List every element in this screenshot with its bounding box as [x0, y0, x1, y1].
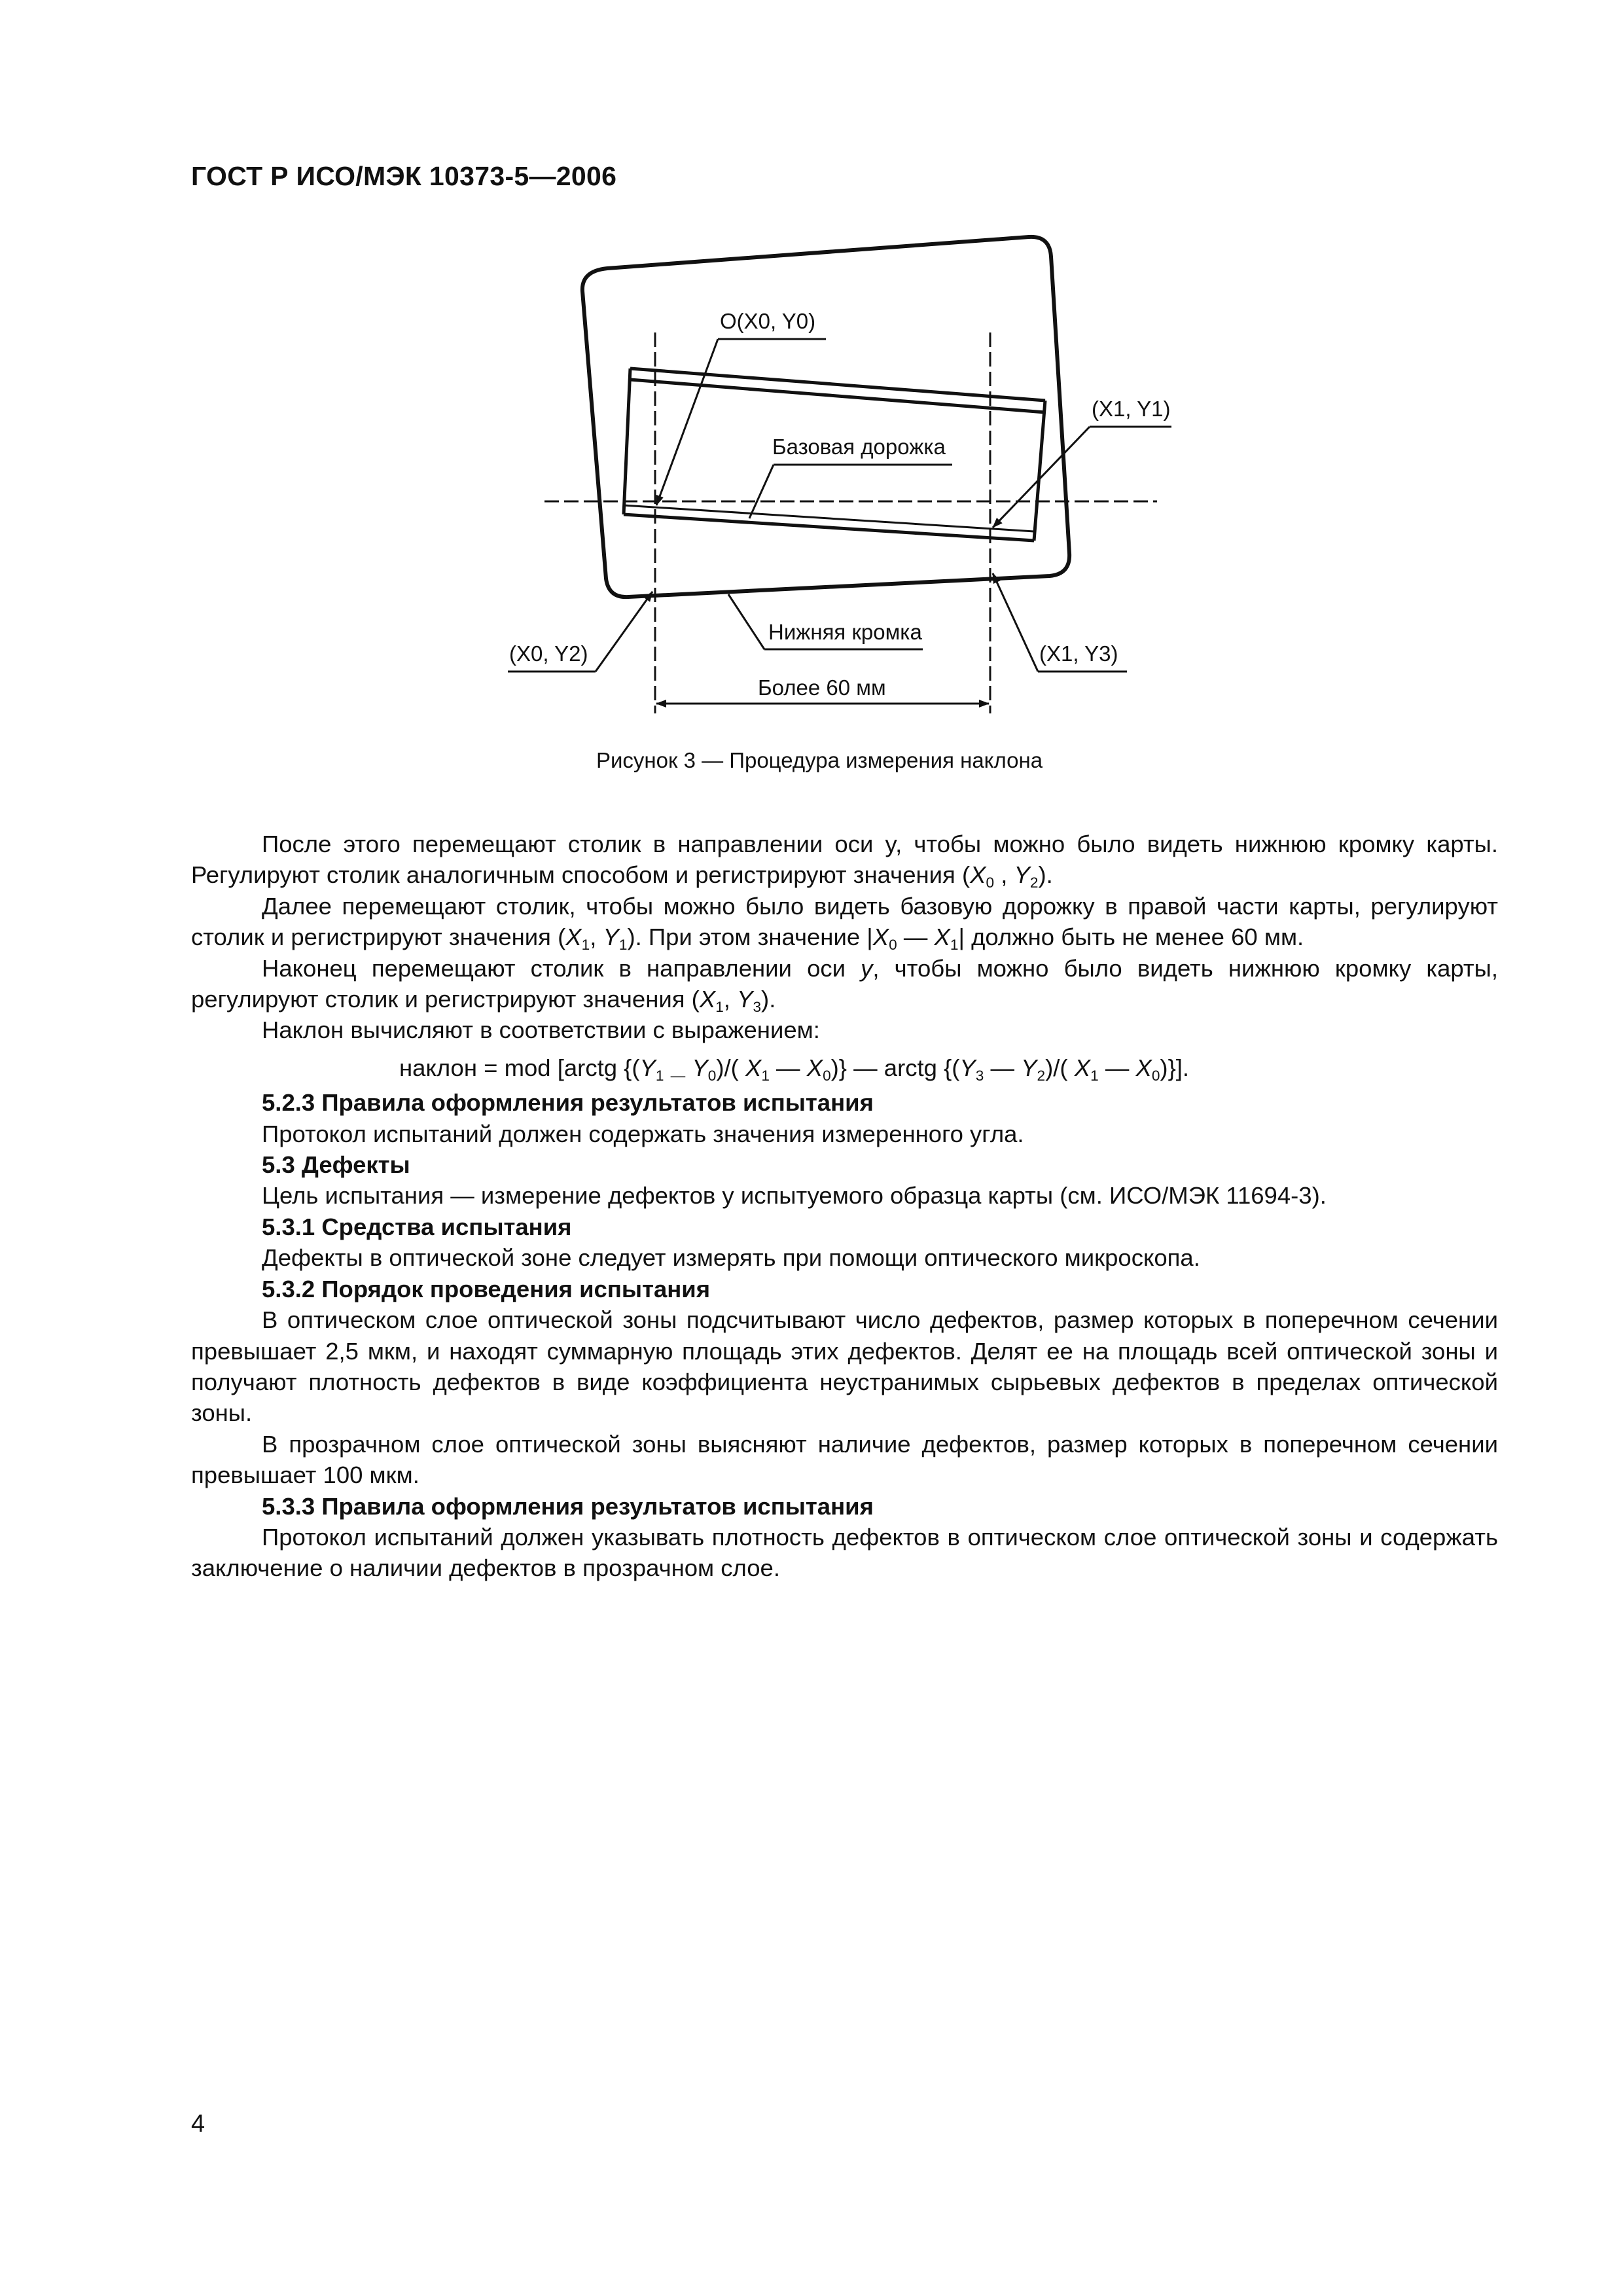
page-number: 4	[191, 2110, 205, 2138]
label-bottom-edge: Нижняя кромка	[768, 620, 922, 644]
paragraph: Наконец перемещают столик в направлении оси y, чтобы можно было видеть нижнюю кромку карты, регулируют столик и регистрируют значения ($X_1$, $Y_3$).	[191, 954, 1498, 1015]
figure-caption: Рисунок 3 — Процедура измерения наклона	[596, 748, 1043, 772]
label-base-track: Базовая дорожка	[772, 435, 946, 459]
body-text	[191, 829, 1498, 1584]
section-heading: 5.3 Дефекты	[262, 1151, 410, 1179]
section-heading: 5.3.2 Порядок проведения испытания	[262, 1275, 711, 1302]
paragraph: Далее перемещают столик, чтобы можно было видеть базовую дорожку в правой части карты, регулируют столик и регистрируют значения ($X_1$, $Y_1$). При этом значение $|X_0$ — $X_1|$ должно быть не менее 60 мм.	[191, 892, 1498, 953]
label-distance: Более 60 мм	[758, 675, 886, 700]
label-origin: O(X0, Y0)	[720, 309, 816, 333]
section-heading: 5.2.3 Правила оформления результатов испытания	[262, 1089, 874, 1117]
paragraph: В прозрачном слое оптической зоны выясняют наличие дефектов, размер которых в поперечном сечении превышает 100 мкм.	[191, 1430, 1498, 1489]
paragraph: После этого перемещают столик в направлении оси y, чтобы можно было видеть нижнюю кромку карты. Регулируют столик аналогичным способом и регистрируют значения ($X_0$ , $Y_2$).	[191, 831, 1498, 891]
paragraph: В оптическом слое оптической зоны подсчитывают число дефектов, размер которых в поперечном сечении превышает 2,5 мкм, и находят суммарную площадь этих дефектов. Делят ее на площадь всей оптической зоны и получают плотность дефектов в виде коэффициента неустранимых сырьевых дефектов в пределах оптической зоны.	[191, 1306, 1498, 1427]
document-header: ГОСТ Р ИСО/МЭК 10373-5—2006	[191, 161, 617, 191]
label-x1-y3: (X1, Y3)	[1039, 641, 1118, 666]
paragraph: Цель испытания — измерение дефектов у испытуемого образца карты (см. ИСО/МЭК 11694-3).	[262, 1182, 1327, 1210]
tilt-formula: наклон = mod [arctg {($Y_1$ $_—$ $Y_0)/$( $X_1$ — $X_0$)} — arctg {($Y_3$ — $Y_2)/$( $X_1$ — $X_0$)}].	[399, 1054, 1190, 1084]
paragraph: Протокол испытаний должен указывать плотность дефектов в оптическом слое оптической зоны и содержать заключение о наличии дефектов в прозрачном слое.	[191, 1523, 1498, 1582]
section-heading: 5.3.1 Средства испытания	[262, 1213, 572, 1240]
section-heading: 5.3.3 Правила оформления результатов испытания	[262, 1492, 874, 1520]
paragraph: Протокол испытаний должен содержать значения измеренного угла.	[262, 1120, 1024, 1147]
paragraph: Наклон вычисляют в соответствии с выражением:	[262, 1016, 820, 1044]
tilt-measurement-figure	[0, 0, 1623, 785]
paragraph: Дефекты в оптической зоне следует измерять при помощи оптического микроскопа.	[262, 1244, 1200, 1272]
label-x1-y1: (X1, Y1)	[1092, 397, 1171, 421]
label-x0-y2: (X0, Y2)	[509, 641, 588, 666]
